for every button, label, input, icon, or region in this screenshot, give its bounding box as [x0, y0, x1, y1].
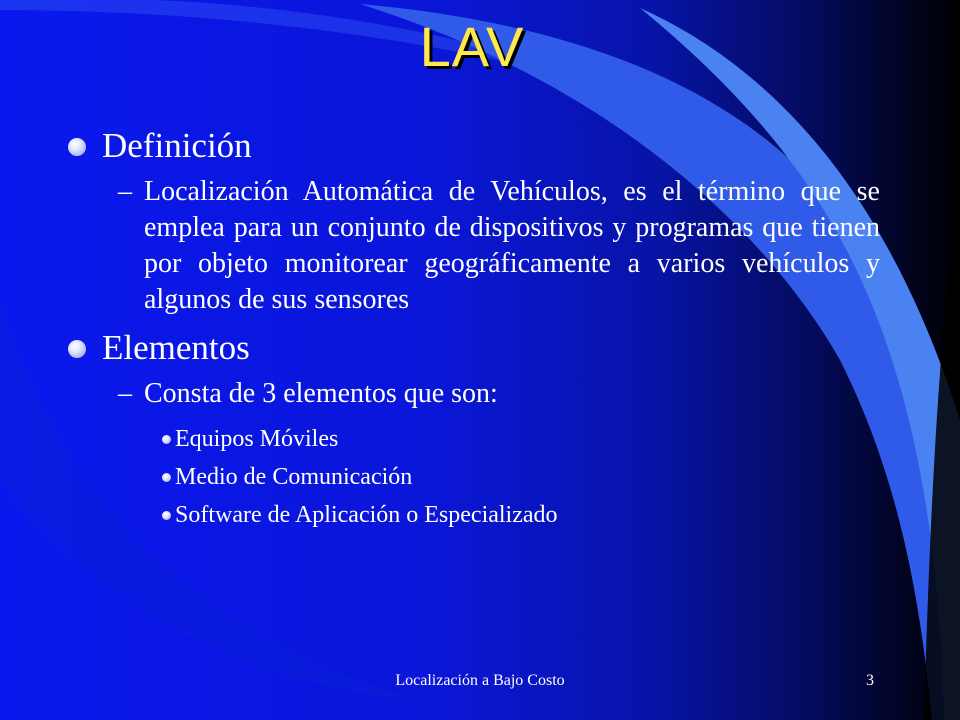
slide-title: LAV — [419, 15, 525, 78]
round-bullet-icon — [68, 340, 86, 358]
dash-icon: – — [118, 176, 132, 207]
bullet-elementos — [68, 326, 880, 370]
definicion-text: Localización Automática de Vehículos, es el término que se emplea para un conjunto de dispositivos y programas que tienen por objeto monitorear geográficamente a varios vehículos y algunos de sus sensores — [144, 176, 880, 315]
heading-definicion: Definición — [102, 126, 252, 165]
list-item — [68, 458, 880, 496]
footer-text: Localización a Bajo Costo — [395, 672, 565, 689]
small-bullet-icon — [162, 435, 171, 444]
dash-icon: – — [118, 378, 132, 409]
small-bullet-icon — [162, 511, 171, 520]
list-item-label: Medio de Comunicación — [175, 464, 413, 490]
small-bullet-icon — [162, 473, 171, 482]
heading-elementos: Elementos — [102, 328, 250, 367]
list-item-label: Equipos Móviles — [175, 426, 339, 452]
elementos-text: Consta de 3 elementos que son: — [144, 378, 498, 409]
list-item-label: Software de Aplicación o Especializado — [175, 502, 558, 528]
slide-content — [68, 118, 880, 534]
slide-footer — [0, 672, 960, 692]
round-bullet-icon — [68, 138, 86, 156]
sub-bullet-definicion — [68, 174, 880, 318]
list-item — [68, 420, 880, 458]
list-item — [68, 496, 880, 534]
bullet-definicion — [68, 124, 880, 168]
page-number: 3 — [866, 672, 874, 689]
sub-bullet-elementos — [68, 376, 880, 412]
